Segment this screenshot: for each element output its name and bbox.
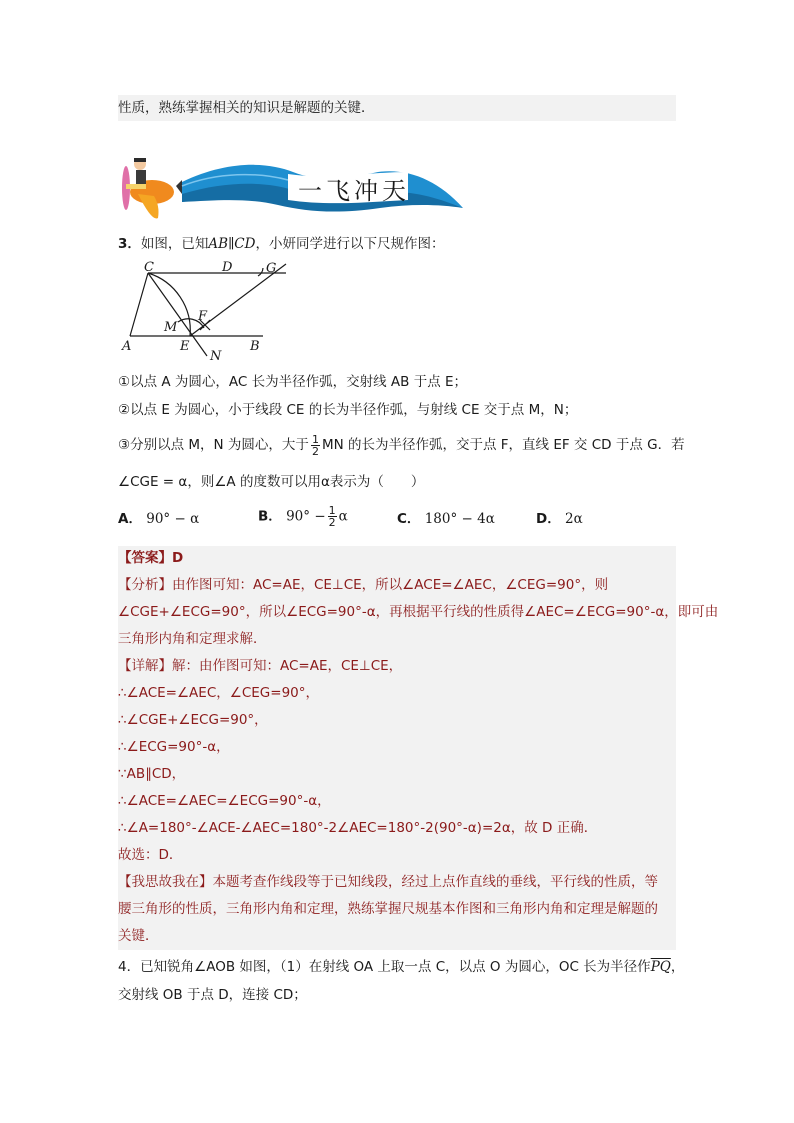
label-f: F [198,309,208,324]
q3-step-2: ②以点 E 为圆心，小于线段 CE 的长为半径作弧，与射线 CE 交于点 M，N； [118,402,578,418]
label-a: A [122,339,132,354]
top-note: 性质，熟练掌握相关的知识是解题的关键． [118,100,375,116]
q4-line-2: 交射线 OB 于点 D，连接 CD； [118,987,307,1003]
banner [118,150,468,222]
reflect-3: 关键． [118,928,159,944]
detail-4: ∴∠ECG=90°-α， [118,739,230,755]
option-a[interactable]: A． 90° − α [118,511,200,527]
label-b: B [250,339,260,354]
reflect-1: 【我思故我在】本题考查作线段等于已知线段，经过上点作直线的垂线，平行线的性质，等 [118,874,658,890]
angle-g-mark [258,268,263,276]
detail-7: ∴∠A=180°-∠ACE-∠AEC=180°-2∠AEC=180°-2(90°-α)=2α，故 D 正确． [118,820,598,836]
detail-2: ∴∠ACE=∠AEC，∠CEG=90°， [118,685,320,701]
banner-graphic [118,150,468,222]
label-e: E [180,339,190,354]
detail-5: ∵AB∥CD， [118,766,186,782]
option-d[interactable]: D． 2α [536,511,583,527]
fraction-half: $\frac{1}{2}$ [311,432,319,458]
label-c: C [144,260,154,275]
segment-ac [130,273,148,336]
q3-figure [118,258,298,366]
arc-pq: $\overline{PQ}$ [650,959,671,975]
label-m: M [164,320,178,335]
detail-3: ∴∠CGE+∠ECG=90°， [118,712,268,728]
analysis-3: 三角形内角和定理求解． [118,631,267,647]
q3-number: 3． [118,236,141,252]
q3-stem-a: 如图，已知 [140,236,209,252]
q3-step-3-cont: ∠CGE = α，则∠A 的度数可以用α表示为（ ） [118,474,425,490]
reflect-2: 腰三角形的性质，三角形内角和定理，熟练掌握尺规基本作图和三角形内角和定理是解题的 [118,901,658,917]
q3-stem [118,234,444,254]
label-g: G [266,261,277,276]
q4-line-1: 4．已知锐角∠AOB 如图，（1）在射线 OA 上取一点 C，以点 O 为圆心，OC 长为半径作$\overline{PQ}$， [118,959,685,975]
option-c[interactable]: C． 180° − 4α [397,511,495,527]
q3-stem-b: ，小妍同学进行以下尺规作图： [255,236,445,252]
analysis-2: ∠CGE+∠ECG=90°，所以∠ECG=90°-α，再根据平行线的性质得∠AEC=∠ECG=90°-α，即可由 [118,604,719,620]
q3-stem-ab: AB∥CD [208,236,256,252]
q3-step-1: ①以点 A 为圆心，AC 长为半径作弧，交射线 AB 于点 E； [118,374,468,390]
label-n: N [210,349,222,364]
analysis-1: 【分析】由作图可知：AC=AE，CE⊥CE，所以∠ACE=∠AEC，∠CEG=90°，则 [118,577,609,593]
answer-line: 【答案】D [118,550,184,566]
banner-title: 一飞冲天 [298,177,410,205]
option-b[interactable]: B． 90° − $\frac{1}{2}$ α [258,504,348,529]
choice-line: 故选：D． [118,847,183,863]
detail-1: 【详解】解：由作图可知：AC=AE，CE⊥CE， [118,658,403,674]
detail-6: ∴∠ACE=∠AEC=∠ECG=90°-α， [118,793,331,809]
label-d: D [222,260,233,275]
q3-step-3: ③分别以点 M，N 为圆心，大于 $\frac{1}{2}$ MN 的长为半径作弧，交于点 F，直线 EF 交 CD 于点 G．若 [118,432,685,458]
